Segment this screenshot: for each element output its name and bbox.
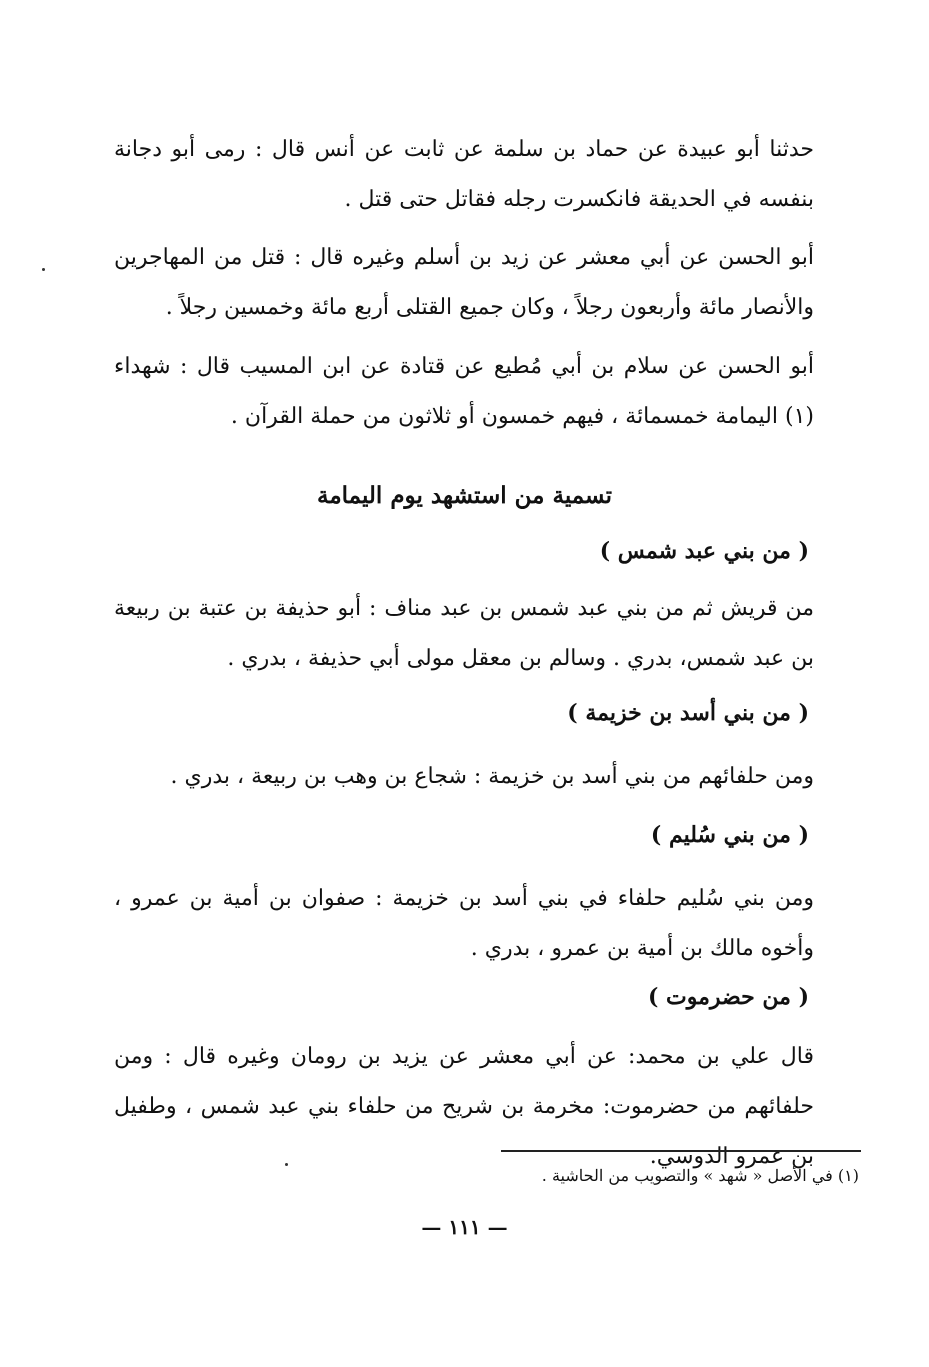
chapter-heading: تسمية من استشهد يوم اليمامة xyxy=(317,482,612,509)
paragraph-1: حدثنا أبو عبيدة عن حماد بن سلمة عن ثابت عن أنس قال : رمى أبو دجانة بنفسه في الحديقة فانكسرت رجله فقاتل حتى قتل . xyxy=(114,137,814,212)
section-text-hadramawt: قال علي بن محمد: عن أبي معشر عن يزيد بن رومان وغيره قال : ومن حلفائهم من حضرموت: مخرمة بن شريح من حلفاء بني عبد شمس ، وطفيل بن عمرو الدوسي. xyxy=(114,1044,814,1169)
section-text-asad: ومن حلفائهم من بني أسد بن خزيمة : شجاع بن وهب بن ربيعة ، بدري . xyxy=(170,764,814,789)
section-title-sulaym: ( من بني سُليم ) xyxy=(650,822,809,848)
footnote-divider xyxy=(501,1150,861,1152)
scan-speck xyxy=(42,268,45,271)
section-title-abd-shams: ( من بني عبد شمس ) xyxy=(599,538,809,564)
page-number: — ١١١ — xyxy=(421,1215,508,1239)
scan-speck xyxy=(285,1163,288,1166)
section-text-sulaym: ومن بني سُليم حلفاء في بني أسد بن خزيمة : صفوان بن أمية بن عمرو ، وأخوه مالك بن أمية بن عمرو ، بدري . xyxy=(114,886,814,961)
section-title-asad: ( من بني أسد بن خزيمة ) xyxy=(567,700,809,726)
paragraph-2: أبو الحسن عن أبي معشر عن زيد بن أسلم وغيره قال : قتل من المهاجرين والأنصار مائة وأربعون رجلاً ، وكان جميع القتلى أربع مائة وخمسين رجلاً . xyxy=(114,245,814,320)
section-title-hadramawt: ( من حضرموت ) xyxy=(647,984,809,1010)
footnote: (١) في الأصل « شهد » والتصويب من الحاشية . xyxy=(541,1166,859,1185)
section-text-abd-shams: من قريش ثم من بني عبد شمس بن عبد مناف : أبو حذيفة بن عتبة بن ربيعة بن عبد شمس، بدري . وسالم بن معقل مولى أبي حذيفة ، بدري . xyxy=(114,596,814,671)
paragraph-3: أبو الحسن عن سلام بن أبي مُطيع عن قتادة عن ابن المسيب قال : شهداء (١) اليمامة خمسمائة ، فيهم خمسون أو ثلاثون من حملة القرآن . xyxy=(114,354,814,429)
